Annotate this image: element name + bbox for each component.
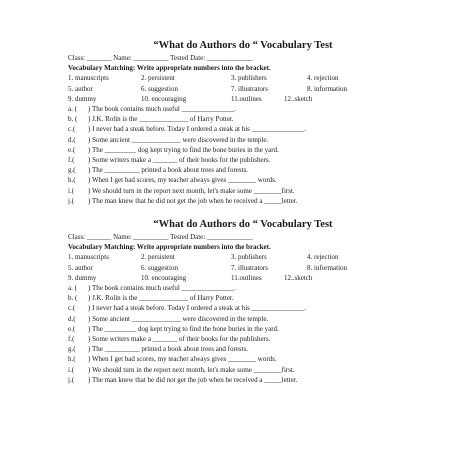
word-bank-row	[68, 73, 398, 83]
sentence-item[interactable]	[68, 104, 398, 114]
sentence-label: c.(	[68, 304, 76, 313]
sentence-item[interactable]	[68, 365, 398, 375]
vocabulary-test-sheet-2	[68, 219, 398, 385]
word-item: 11.outlines	[231, 94, 262, 103]
sentence-item[interactable]	[68, 375, 398, 385]
word-bank-row	[68, 273, 398, 283]
word-bank-row	[68, 263, 398, 273]
instruction-text: Vocabulary Matching: Write appropriate numbers into the bracket.	[68, 243, 271, 252]
word-item: 9. dummy	[68, 273, 97, 282]
sentence-list	[68, 283, 398, 385]
sentence-item[interactable]	[68, 145, 398, 155]
student-info-line: Class: _______ Name: __________ Tested Date: _____________	[68, 233, 253, 242]
sentence-item[interactable]	[68, 165, 398, 175]
sentence-label: i.(	[68, 365, 75, 374]
sentence-label: c.(	[68, 125, 76, 134]
sentence-item[interactable]	[68, 175, 398, 185]
word-item: 7. illustrators	[231, 84, 268, 93]
word-item: 3. publishers	[231, 253, 267, 262]
sentence-label: d.(	[68, 135, 76, 144]
word-item: 12..sketch	[284, 273, 313, 282]
sentence-text: ) The __________ printed a book about trees and forests.	[88, 345, 249, 354]
sentence-label: b. (	[68, 294, 78, 303]
student-info-line: Class: _______ Name: __________ Tested Date: _____________	[68, 54, 253, 62]
sentence-text: ) The book contains much useful _______________.	[88, 284, 236, 293]
sentence-label: g.(	[68, 166, 76, 175]
word-bank	[68, 252, 398, 283]
sentence-label: g.(	[68, 345, 76, 354]
word-item: 5. author	[68, 263, 93, 272]
sentence-label: h.(	[68, 355, 76, 364]
sentence-text: ) The __________ printed a book about trees and forests.	[88, 166, 249, 175]
word-item: 4. rejection	[307, 74, 339, 83]
word-item: 9. dummy	[68, 94, 97, 103]
vocabulary-test-sheet-1	[68, 40, 398, 206]
word-item: 2. persistent	[141, 253, 175, 262]
word-item: 5. author	[68, 84, 93, 93]
sentence-text: ) The man knew that he did not get the job when he received a _____letter.	[88, 196, 298, 205]
word-item: 10. encouraging	[141, 273, 187, 282]
sentence-text: ) The _________ dog kept trying to find the bone buries in the yard.	[88, 145, 279, 154]
sentence-text: ) When I get bad scores, my teacher always gives ________ words.	[88, 176, 277, 185]
sentence-text: ) Some writers make a _______ of their books for the publishers.	[88, 156, 271, 165]
word-bank-row	[68, 84, 398, 94]
word-bank-row	[68, 252, 398, 262]
word-item: 3. publishers	[231, 74, 267, 83]
sentence-item[interactable]	[68, 155, 398, 165]
sentence-text: ) I never had a steak before. Today I ordered a steak at his _______________.	[88, 125, 306, 134]
sentence-text: ) When I get bad scores, my teacher always gives ________ words.	[88, 355, 277, 364]
sentence-label: h.(	[68, 176, 76, 185]
sentence-item[interactable]	[68, 344, 398, 354]
sentence-text: ) Some writers make a _______ of their books for the publishers.	[88, 335, 271, 344]
instruction-text: Vocabulary Matching: Write appropriate numbers into the bracket.	[68, 64, 271, 73]
word-item: 8. information	[307, 263, 348, 272]
sentence-item[interactable]	[68, 334, 398, 344]
word-item: 10. encouraging	[141, 94, 187, 103]
sentence-label: e.(	[68, 324, 76, 333]
word-item: 4. rejection	[307, 253, 339, 262]
sentence-item[interactable]	[68, 196, 398, 206]
test-title: “What do Authors do “ Vocabulary Test	[153, 219, 333, 231]
sentence-text: ) The man knew that he did not get the job when he received a _____letter.	[88, 375, 298, 384]
sentence-list	[68, 104, 398, 206]
sentence-text: ) J.K. Rolin is the ______________ of Harry Potter.	[88, 115, 234, 124]
word-item: 6. suggestion	[141, 263, 178, 272]
word-item: 12..sketch	[284, 94, 313, 103]
sentence-label: j.(	[68, 196, 75, 205]
sentence-text: ) Some ancient ______________ were discovered in the temple.	[88, 135, 269, 144]
sentence-text: ) J.K. Rolin is the ______________ of Harry Potter.	[88, 294, 234, 303]
word-item: 8. information	[307, 84, 348, 93]
sentence-label: b. (	[68, 115, 78, 124]
sentence-item[interactable]	[68, 324, 398, 334]
sentence-item[interactable]	[68, 124, 398, 134]
sentence-label: i.(	[68, 186, 75, 195]
sentence-item[interactable]	[68, 354, 398, 364]
sentence-item[interactable]	[68, 135, 398, 145]
sentence-text: ) The book contains much useful _______________.	[88, 105, 236, 114]
sentence-text: ) We should turn in the report next month, let's make some ________first.	[88, 365, 295, 374]
sentence-item[interactable]	[68, 293, 398, 303]
word-item: 1. manuscripts	[68, 74, 109, 83]
sentence-label: d.(	[68, 314, 76, 323]
word-item: 7. illustrators	[231, 263, 268, 272]
sentence-label: f.(	[68, 156, 75, 165]
word-item: 6. suggestion	[141, 84, 178, 93]
sentence-item[interactable]	[68, 314, 398, 324]
sentence-item[interactable]	[68, 114, 398, 124]
sentence-item[interactable]	[68, 186, 398, 196]
sentence-label: e.(	[68, 145, 76, 154]
word-item: 11.outlines	[231, 273, 262, 282]
test-title: “What do Authors do “ Vocabulary Test	[153, 40, 333, 51]
word-bank-row	[68, 94, 398, 104]
word-item: 1. manuscripts	[68, 253, 109, 262]
sentence-text: ) The _________ dog kept trying to find the bone buries in the yard.	[88, 324, 279, 333]
sentence-label: a. (	[68, 105, 77, 114]
sentence-text: ) I never had a steak before. Today I ordered a steak at his _______________.	[88, 304, 306, 313]
worksheet-page	[68, 40, 398, 385]
sentence-item[interactable]	[68, 283, 398, 293]
word-item: 2. persistent	[141, 74, 175, 83]
sentence-text: ) Some ancient ______________ were discovered in the temple.	[88, 314, 269, 323]
sentence-item[interactable]	[68, 303, 398, 313]
sentence-text: ) We should turn in the report next month, let's make some ________first.	[88, 186, 295, 195]
sentence-label: a. (	[68, 284, 77, 293]
word-bank	[68, 73, 398, 104]
sentence-label: j.(	[68, 375, 75, 384]
sentence-label: f.(	[68, 335, 75, 344]
